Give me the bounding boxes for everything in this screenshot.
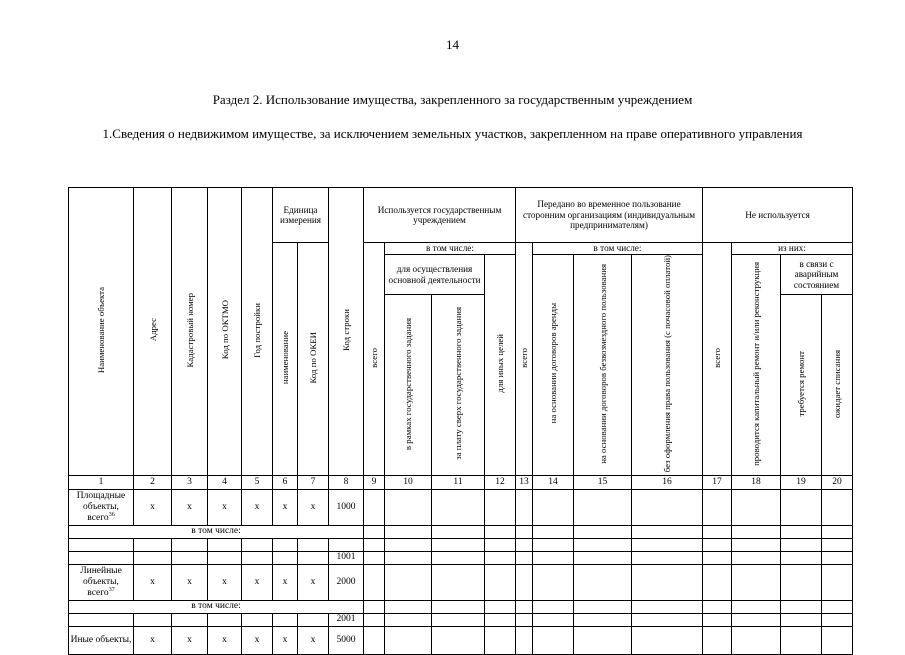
col-header-oktmo: Код по ОКТМО [208, 188, 242, 476]
col-header-line-code: Код строки [329, 188, 364, 476]
col-header-year: Год постройки [242, 188, 273, 476]
col-header-name: Наименование объекта [69, 188, 134, 476]
col-header-transfer-rent: на основании договоров аренды [533, 255, 574, 476]
table-row-area: Площадные объекты, всего$^{36}$ x x x x x x 1000 [69, 489, 853, 525]
col-header-writeoff: ожидает списания [822, 295, 853, 476]
col-header-address: Адрес [134, 188, 172, 476]
column-number-row: 1 2 3 4 5 6 7 8 9 10 11 12 13 14 15 16 17 18 19 20 [69, 475, 853, 489]
col-header-used-task: в рамках государственного задания [385, 295, 432, 476]
table-row-area-incl: в том числе: [69, 525, 853, 538]
col-header-transfer-free: на основании договоров безвозмездного пользования [574, 255, 632, 476]
col-header-transfer-nocontract: без оформления права пользования (с почасовой оплатой) [632, 255, 703, 476]
col-header-needs-repair: требуется ремонт [781, 295, 822, 476]
col-header-used: Используется государственным учреждением [364, 188, 516, 243]
subsection-heading: 1.Сведения о недвижимом имуществе, за исключением земельных участков, закрепленном на праве оперативного управления [102, 126, 803, 141]
table-row-area-spacer [69, 538, 853, 551]
col-header-unused-total: всего [703, 243, 732, 476]
col-header-used-other: для иных целей [485, 255, 516, 476]
col-header-transferred: Передано во временное пользование сторонним организациям (индивидуальным предпринимателям) [516, 188, 703, 243]
table-row-linear-sub: 2001 [69, 613, 853, 626]
col-header-used-main: для осуществления основной деятельности [385, 255, 485, 295]
col-header-unit-name: наименование [273, 243, 298, 476]
section-heading: Раздел 2. Использование имущества, закрепленного за государственным учреждением [212, 92, 693, 107]
col-header-unused-emergency: в связи с аварийным состоянием [781, 255, 853, 295]
col-header-used-paid: за плату сверх государственного задания [432, 295, 485, 476]
property-table [68, 187, 853, 655]
table-row-linear: Линейные объекты, всего$^{37}$ x x x x x x 2000 [69, 564, 853, 600]
col-header-used-incl: в том числе: [385, 243, 516, 255]
col-header-unit-okei: Код по ОКЕИ [298, 243, 329, 476]
col-header-unused-incl: из них: [732, 243, 853, 255]
col-header-transfer-total: всего [516, 243, 533, 476]
col-header-transfer-incl: в том числе: [533, 243, 703, 255]
table-row-other: Иные объекты, x x x x x x 5000 [69, 626, 853, 654]
col-header-cadastral: Кадастровый номер [172, 188, 208, 476]
table-row-area-sub: 1001 [69, 551, 853, 564]
col-header-unit: Единица измерения [273, 188, 329, 243]
page-number: 14 [446, 37, 459, 52]
col-header-used-total: всего [364, 243, 385, 476]
col-header-unused: Не используется [703, 188, 853, 243]
col-header-unused-repair: проводится капитальный ремонт и/или реконструкция [732, 255, 781, 476]
table-row-linear-incl: в том числе: [69, 600, 853, 613]
